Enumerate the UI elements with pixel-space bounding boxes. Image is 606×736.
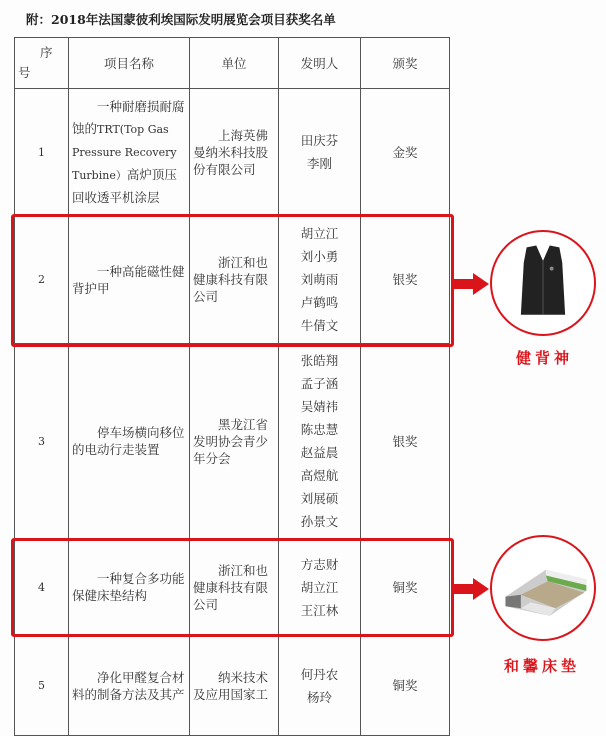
row-inventors	[279, 89, 361, 216]
row-name: 净化甲醛复合材料的制备方法及其产	[72, 669, 185, 702]
mattress-product-image	[490, 535, 596, 641]
header-seq-b: 号	[18, 64, 31, 80]
row-seq: 3	[15, 344, 69, 539]
row-award: 金奖	[361, 89, 450, 216]
table-row	[15, 89, 450, 216]
inventor: 卢鹤鸣	[300, 295, 339, 310]
row-seq: 4	[15, 539, 69, 636]
row-seq: 5	[15, 636, 69, 736]
arrow-right-icon	[453, 578, 489, 600]
row-seq: 1	[15, 89, 69, 216]
row-award: 铜奖	[361, 636, 450, 736]
row-award: 银奖	[361, 344, 450, 539]
vest-product-image	[490, 230, 596, 336]
header-unit: 单位	[190, 38, 279, 89]
inventor: 王江林	[300, 602, 339, 618]
arrow-right-icon	[453, 273, 489, 295]
row-inventors	[279, 636, 361, 736]
inventor: 胡立江	[300, 579, 339, 595]
inventor: 李刚	[306, 156, 332, 171]
table-row	[15, 344, 450, 539]
inventor: 高煜航	[300, 468, 339, 483]
vest-icon	[492, 232, 594, 334]
table-row	[15, 636, 450, 736]
inventor: 杨玲	[306, 689, 332, 705]
header-name: 项目名称	[69, 38, 190, 89]
row-award: 铜奖	[361, 539, 450, 636]
product-label: 健背神	[516, 349, 574, 367]
inventor: 胡立江	[300, 226, 339, 241]
row-inventors	[279, 344, 361, 539]
row-name: 一种复合多功能保健床垫结构	[72, 571, 185, 603]
inventor: 牛倩文	[300, 318, 339, 333]
inventor: 孟子涵	[300, 376, 339, 391]
row-name: 一种高能磁性健背护甲	[72, 263, 185, 296]
inventor: 刘小勇	[300, 249, 339, 264]
name-part: TRT(Top Gas Pressure Recovery Turbine）	[72, 122, 177, 182]
inventor: 孙景文	[300, 514, 339, 529]
row-name: 停车场横向移位的电动行走装置	[72, 425, 185, 457]
row-unit: 浙江和也健康科技有限公司	[193, 255, 269, 304]
page-title: 附：2018年法国蒙彼利埃国际发明展览会项目获奖名单	[26, 12, 336, 27]
row-seq: 2	[15, 216, 69, 344]
header-inventor: 发明人	[279, 38, 361, 89]
inventor: 何丹农	[300, 666, 339, 682]
inventor: 赵益晨	[300, 445, 339, 460]
inventor: 方志财	[300, 556, 339, 572]
inventor: 田庆芬	[300, 133, 339, 148]
row-award: 银奖	[361, 216, 450, 344]
name-part: 高炉顶压回收透平机涂层	[72, 166, 177, 205]
row-unit	[190, 89, 279, 216]
inventor: 陈忠慧	[300, 422, 339, 437]
row-unit: 浙江和也健康科技有限公司	[193, 562, 269, 612]
inventor: 吴婧祎	[300, 399, 339, 414]
inventor: 刘萌雨	[300, 272, 339, 287]
name-part: 一种耐磨损耐腐蚀的	[72, 98, 185, 136]
row-name	[69, 89, 190, 216]
product-label: 和馨床垫	[504, 657, 581, 675]
row-unit: 黑龙江省发明协会青少年分会	[193, 416, 269, 466]
row-unit: 纳米技术及应用国家工	[193, 669, 269, 702]
inventor: 张皓翔	[300, 353, 339, 368]
mattress-icon	[492, 537, 594, 639]
highlight-box-row-4	[11, 538, 454, 637]
unit-text: 上海英佛曼纳米科技股份有限公司	[193, 127, 269, 177]
highlight-box-row-2	[11, 214, 454, 347]
header-award: 颁奖	[361, 38, 450, 89]
table-header	[15, 38, 450, 89]
header-seq-a: 序	[40, 44, 53, 60]
inventor: 刘展硕	[300, 491, 339, 506]
